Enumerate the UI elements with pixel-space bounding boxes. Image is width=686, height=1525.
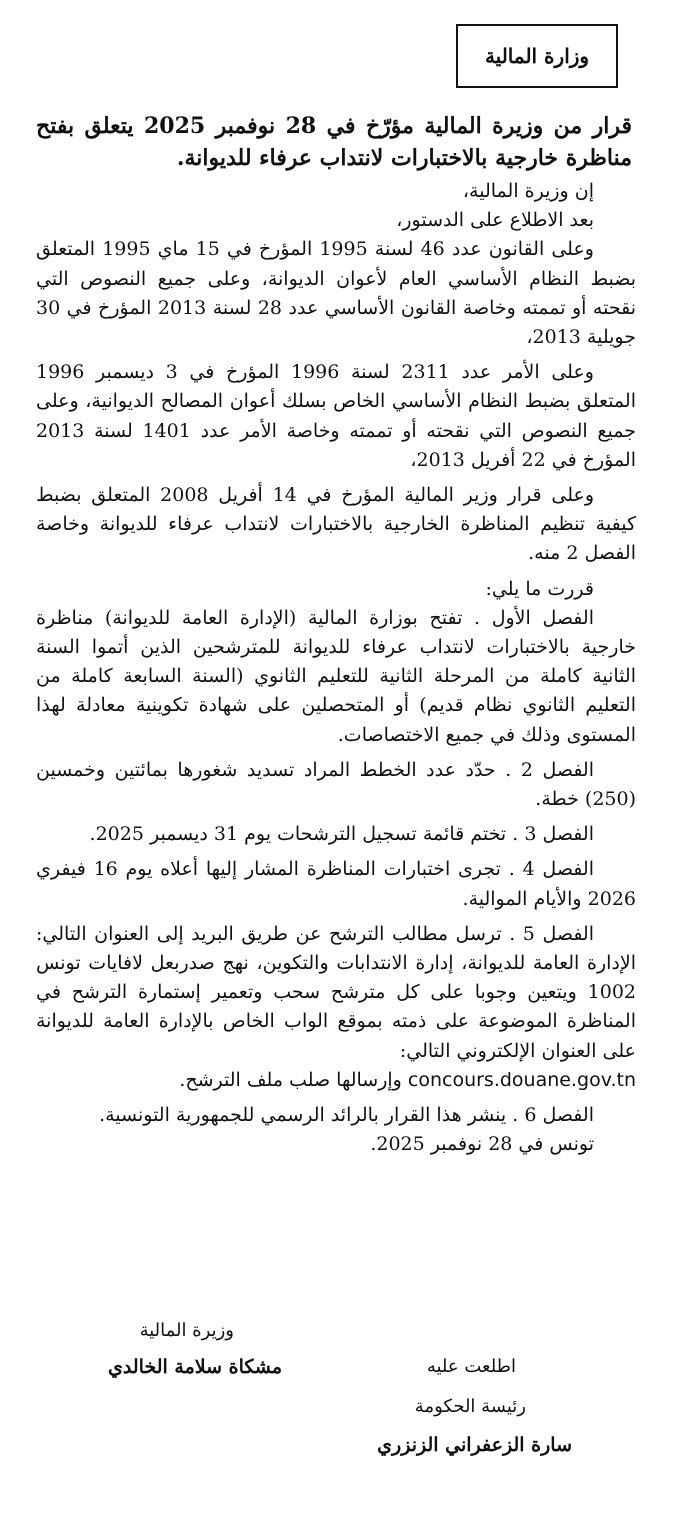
ministry-header-box: [456, 24, 618, 88]
website-url: concours.douane.gov.tn: [407, 1068, 636, 1091]
article-3: الفصل 3 . تختم قائمة تسجيل الترشحات يوم 31 ديسمبر 2025.: [89, 823, 594, 846]
article-5-tail: [36, 1066, 636, 1095]
minister-name: مشكاة سلامة الخالدي: [108, 1356, 282, 1378]
closing-date: تونس في 28 نوفمبر 2025.: [370, 1133, 594, 1156]
preamble-paragraph: وعلى الأمر عدد 2311 لسنة 1996 المؤرخ في 3 ديسمبر 1996 المتعلق بضبط النظام الأساسي الخاص بسلك أعوان المصالح الديوانية، وعلى جميع النصوص التي نقحته أو تممته وخاصة الأمر عدد 1401 لسنة 2013 المؤرخ في 22 أفريل 2013،: [36, 361, 636, 471]
head-of-government-title: رئيسة الحكومة: [414, 1396, 526, 1417]
article-6: الفصل 6 . ينشر هذا القرار بالرائد الرسمي للجمهورية التونسية.: [99, 1104, 594, 1127]
preamble-paragraph: وعلى قرار وزير المالية المؤرخ في 14 أفريل 2008 المتعلق بضبط كيفية تنظيم المناظرة الخارجية بالاختبارات لانتداب عرفاء للديوانة وخاصة الفصل 2 منه.: [36, 484, 636, 565]
minister-title: وزيرة المالية: [139, 1320, 234, 1341]
decree-title: قرار من وزيرة المالية مؤرّخ في 28 نوفمبر 2025 يتعلق بفتح مناظرة خارجية بالاختبارات لانتداب عرفاء للديوانة.: [36, 113, 632, 171]
article-5-rest: وإرسالها صلب ملف الترشح.: [179, 1068, 402, 1091]
preamble-line: إن وزيرة المالية،: [462, 180, 594, 202]
preamble-paragraph: وعلى القانون عدد 46 لسنة 1995 المؤرخ في 15 ماي 1995 المتعلق بضبط النظام الأساسي العام لأعوان الديوانة، وعلى جميع النصوص التي نقحته أو تممته وخاصة القانون الأساسي عدد 28 لسنة 2013 المؤرخ في 30 جويلية 2013،: [36, 238, 636, 349]
decided-line: قررت ما يلي:: [485, 577, 594, 600]
article-5: الفصل 5 . ترسل مطالب الترشح عن طريق البريد إلى العنوان التالي: الإدارة العامة للديوانة، إدارة الانتدابات والتكوين، نهج صدربعل لافايات تونس 1002 ويتعين وجوبا على كل مترشح سحب وتعمير إستمارة الترشح في المناظرة الموضوعة على ذمته بموقع الواب الخاص بالإدارة العامة للديوانة على العنوان الإلكتروني التالي:: [36, 922, 636, 1062]
preamble-line: بعد الاطلاع على الدستور،: [396, 209, 594, 232]
seen-by-label: اطلعت عليه: [426, 1356, 516, 1377]
article-4: الفصل 4 . تجرى اختبارات المناظرة المشار إليها أعلاه يوم 16 فيفري 2026 والأيام الموالية.: [36, 858, 636, 910]
decree-body: [36, 177, 636, 1160]
article-1: الفصل الأول . تفتح بوزارة المالية (الإدارة العامة للديوانة) مناظرة خارجية بالاختبارات لانتداب عرفاء للديوانة للمترشحين الذين أتموا السنة الثانية كاملة من المرحلة الثانية للتعليم الثانوي (السنة السابعة كاملة من التعليم الثانوي نظام قديم) أو المتحصلين على شهادة تكوينية معادلة لهذا المستوى وذلك في جميع الاختصاصات.: [36, 606, 636, 746]
ministry-name: وزارة المالية: [484, 44, 590, 68]
article-2: الفصل 2 . حدّد عدد الخطط المراد تسديد شغورها بمائتين وخمسين (250) خطة.: [36, 758, 636, 811]
head-of-government-name: سارة الزعفراني الزنزري: [377, 1434, 572, 1456]
